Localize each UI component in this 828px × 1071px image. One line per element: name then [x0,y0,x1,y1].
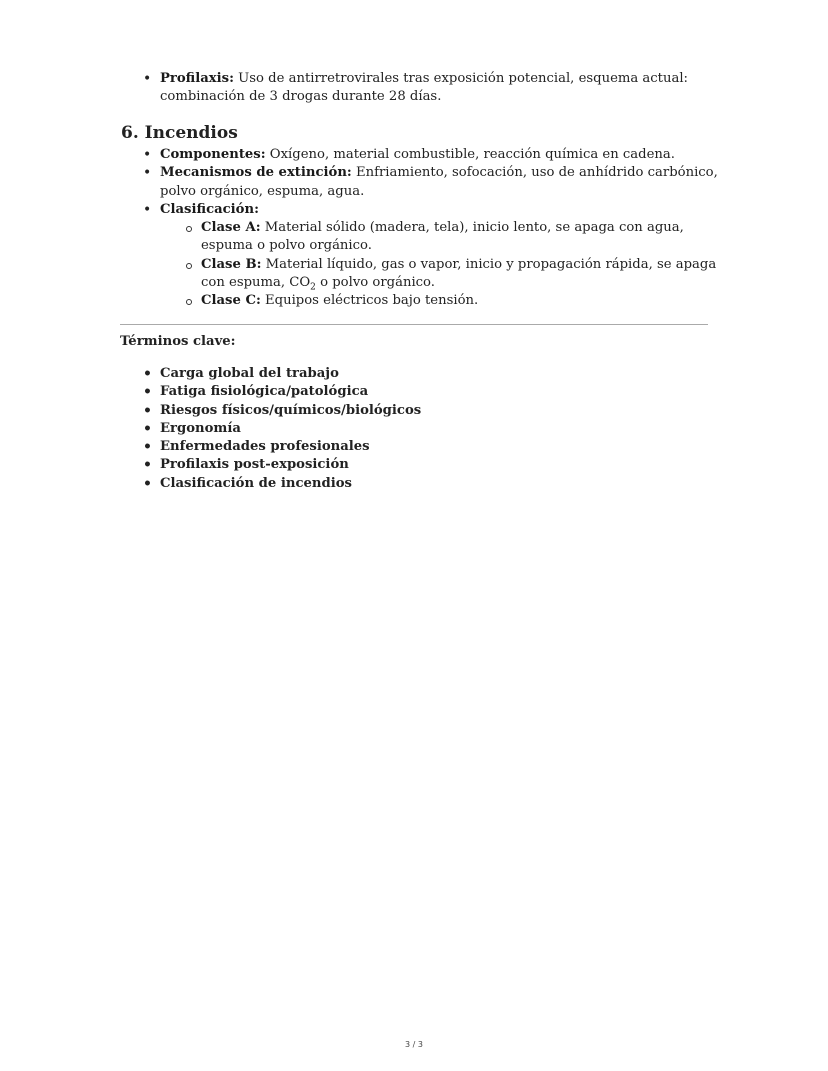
key-terms-list [160,365,720,493]
key-term-item: • Clasificación de incendios [160,475,720,493]
section-heading: 6. Incendios [121,123,238,143]
key-term-item: • Profilaxis post-exposición [160,456,720,474]
list-item [160,164,720,201]
item-term: Clase A: [201,220,261,236]
item-term: Profilaxis: [160,71,234,86]
item-text: Equipos eléctricos bajo tensión. [260,293,479,309]
list-item [160,201,720,311]
item-text: Material sólido (madera, tela), inicio lento, se apaga con agua, espuma o polvo orgánico. [201,220,684,254]
list-item [160,70,720,107]
key-term-item: • Ergonomía [160,420,720,438]
list-item [160,146,720,164]
item-term: Clase C: [201,293,261,309]
subscript: 2 [310,282,316,293]
item-text: Uso de antirretrovirales tras exposición potencial, esquema actual: combinación de 3 drogas durante 28 días. [160,71,688,105]
key-terms-title: Términos clave: [120,334,236,349]
item-term: Mecanismos de extinción: [160,165,352,181]
item-term: Clasificación: [160,201,259,217]
sublist-item [201,256,720,293]
sublist-item [201,292,720,310]
classification-sublist [160,219,720,310]
item-text: o polvo orgánico. [315,275,435,291]
page-indicator: 3 / 3 [405,1040,423,1049]
incendios-list [160,146,720,311]
key-term-item: • Carga global del trabajo [160,365,720,383]
item-text: Oxígeno, material combustible, reacción química en cadena. [265,147,675,162]
sublist-item [201,219,720,256]
item-text: Enfriamiento, sofocación, uso de anhídrido carbónico, polvo orgánico, espuma, agua. [160,165,718,199]
prev-section-list [160,70,720,107]
key-term-item: • Riesgos físicos/químicos/biológicos [160,402,720,420]
divider [120,324,708,325]
key-term-item: • Fatiga fisiológica/patológica [160,383,720,401]
item-term: Componentes: [160,147,266,162]
item-text: Material líquido, gas o vapor, inicio y propagación rápida, se apaga con espuma, CO [201,256,717,291]
key-term-item: • Enfermedades profesionales [160,438,720,456]
item-term: Clase B: [201,256,262,272]
